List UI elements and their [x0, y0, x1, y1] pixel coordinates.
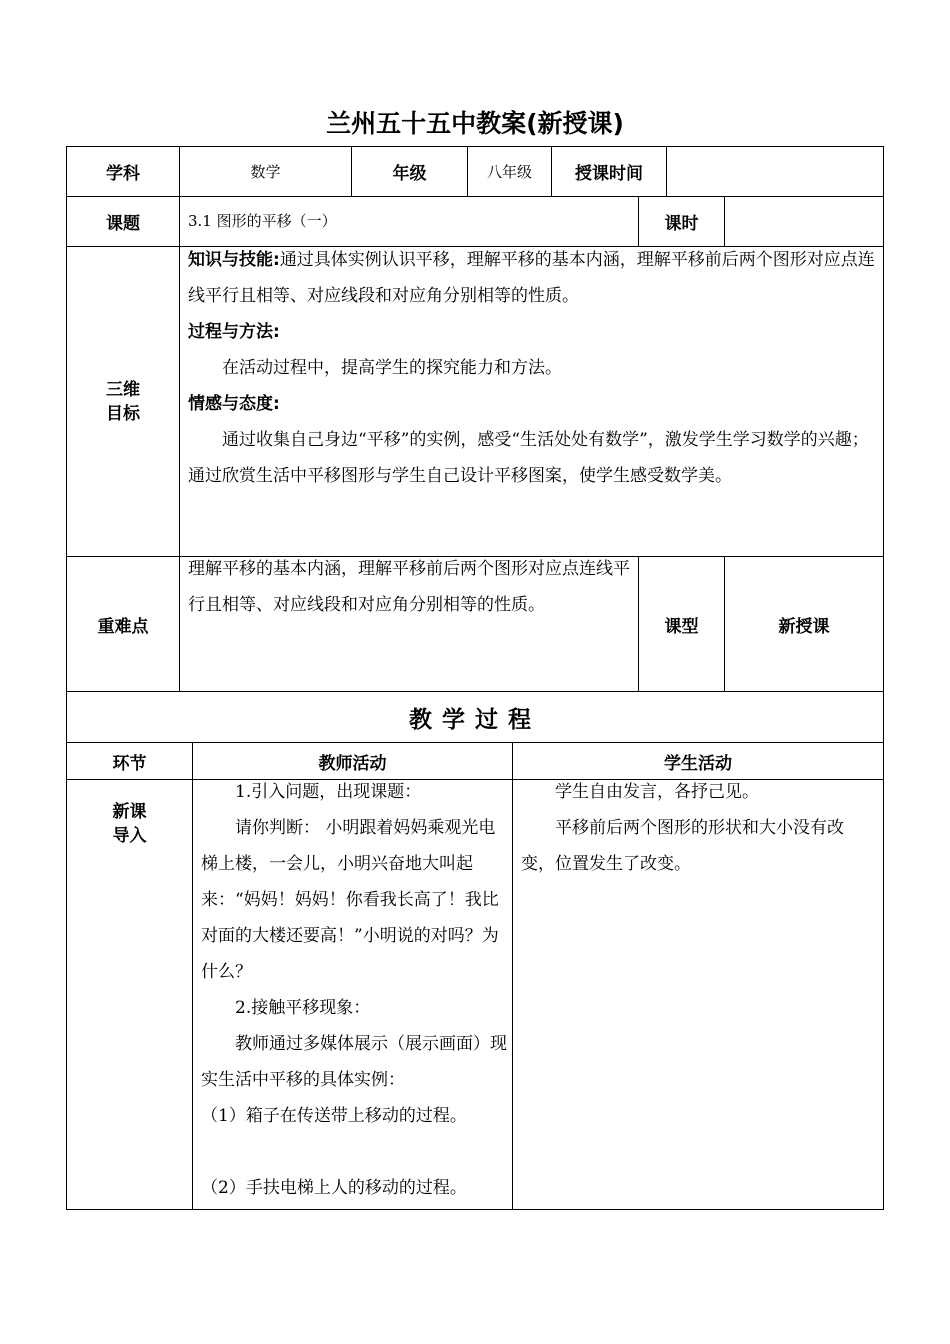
hours-label: 课时 — [664, 214, 699, 234]
stage-line1: 新课 — [112, 802, 147, 822]
knowledge-heading: 知识与技能: — [188, 250, 280, 270]
time-value — [667, 147, 883, 196]
subject-label: 学科 — [106, 164, 140, 184]
goals-label-line2: 目标 — [106, 403, 140, 424]
col-student-header: 学生活动 — [664, 753, 732, 774]
student-activity — [521, 774, 877, 882]
stage-line2: 导入 — [112, 826, 147, 846]
emotion-text: 通过收集自己身边“平移”的实例，感受“生活处处有数学”，激发学生学习数学的兴趣；通过欣赏生活中平移图形与学生自己设计平移图案，使学生感受数学美。 — [188, 430, 869, 486]
teacher-activity — [201, 774, 507, 1206]
document-title: 兰州五十五中教案(新授课) — [326, 109, 624, 138]
student-p1: 学生自由发言，各抒己见。 — [555, 782, 759, 802]
lesson-type-label: 课型 — [664, 616, 699, 637]
topic-value: 3.1 图形的平移（一） — [188, 212, 337, 230]
emotion-heading: 情感与态度: — [188, 394, 280, 414]
grade-value: 八年级 — [486, 163, 532, 181]
student-p2: 平移前后两个图形的形状和大小没有改变，位置发生了改变。 — [521, 818, 844, 874]
hours-value — [725, 197, 883, 246]
goals-label — [67, 247, 179, 556]
process-text: 在活动过程中，提高学生的探究能力和方法。 — [222, 358, 562, 378]
teacher-p4: 教师通过多媒体展示（展示画面）现实生活中平移的具体实例： — [201, 1034, 507, 1090]
key-points-text: 理解平移的基本内涵，理解平移前后两个图形对应点连线平行且相等、对应线段和对应角分别相等的性质。 — [188, 559, 630, 615]
teacher-p5: （1）箱子在传送带上移动的过程。 — [201, 1106, 467, 1126]
knowledge-text: 通过具体实例认识平移，理解平移的基本内涵，理解平移前后两个图形对应点连线平行且相等、对应线段和对应角分别相等的性质。 — [188, 250, 875, 306]
topic-label: 课题 — [106, 214, 140, 234]
goals-content — [188, 242, 878, 494]
knowledge-paragraph — [188, 242, 878, 314]
teacher-p1: 1.引入问题，出现课题： — [235, 782, 422, 802]
teacher-p6: （2）手扶电梯上人的移动的过程。 — [201, 1178, 467, 1198]
process-section-title: 教学过程 — [409, 706, 541, 733]
col-stage-header: 环节 — [112, 753, 147, 774]
key-points-label: 重难点 — [97, 616, 149, 637]
goals-label-line1: 三维 — [106, 379, 140, 400]
col-teacher-header: 教师活动 — [318, 753, 387, 774]
time-label: 授课时间 — [575, 164, 643, 184]
process-heading: 过程与方法: — [188, 322, 280, 342]
grade-label: 年级 — [392, 164, 427, 184]
teacher-p3: 2.接触平移现象： — [235, 998, 371, 1018]
stage-name — [67, 800, 192, 848]
teacher-p2: 请你判断： 小明跟着妈妈乘观光电梯上楼，一会儿，小明兴奋地大叫起来：“妈妈！妈妈！你看我长高了！我比对面的大楼还要高！”小明说的对吗？为什么？ — [201, 818, 499, 982]
subject-value: 数学 — [250, 163, 281, 181]
lesson-type-value: 新授课 — [778, 616, 830, 637]
